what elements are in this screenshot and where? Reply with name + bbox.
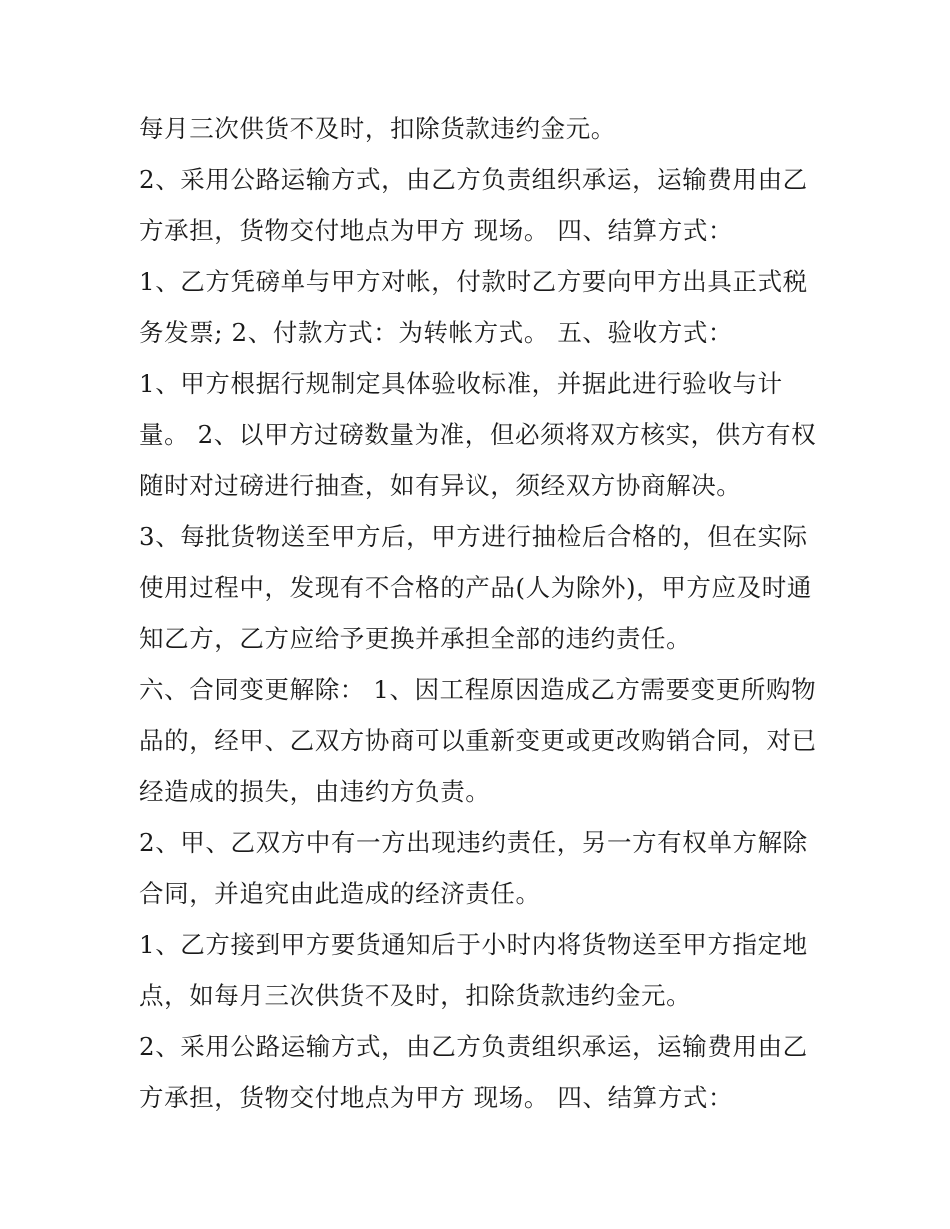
- text-line: 点，如每月三次供货不及时，扣除货款违约金元。: [139, 981, 692, 1010]
- text-line: 方承担，货物交付地点为甲方 现场。 四、结算方式：: [139, 216, 734, 245]
- text-line: 合同，并追究由此造成的经济责任。: [139, 879, 541, 908]
- text-line: 2、甲、乙双方中有一方出现违约责任，另一方有权单方解除: [139, 828, 808, 857]
- text-line: 3、每批货物送至甲方后，甲方进行抽检后合格的，但在实际: [139, 522, 808, 551]
- text-line: 1、甲方根据行规制定具体验收标准，并据此进行验收与计: [139, 369, 783, 398]
- text-line: 2、采用公路运输方式，由乙方负责组织承运，运输费用由乙: [139, 1032, 808, 1061]
- text-line: 2、采用公路运输方式，由乙方负责组织承运，运输费用由乙: [139, 165, 808, 194]
- text-line: 量。 2、以甲方过磅数量为准，但必须将双方核实，供方有权: [139, 420, 817, 449]
- text-line: 方承担，货物交付地点为甲方 现场。 四、结算方式：: [139, 1083, 734, 1112]
- text-line: 务发票; 2、付款方式：为转帐方式。 五、验收方式：: [139, 318, 734, 347]
- text-line: 1、乙方凭磅单与甲方对帐，付款时乙方要向甲方出具正式税: [139, 267, 808, 296]
- text-line: 经造成的损失，由违约方负责。: [139, 777, 491, 806]
- text-line: 1、乙方接到甲方要货通知后于小时内将货物送至甲方指定地: [139, 930, 808, 959]
- text-line: 随时对过磅进行抽查，如有异议，须经双方协商解决。: [139, 471, 742, 500]
- text-line: 使用过程中，发现有不合格的产品(人为除外)，甲方应及时通: [139, 573, 812, 602]
- document-body: [139, 103, 829, 1123]
- text-line: 六、合同变更解除： 1、因工程原因造成乙方需要变更所购物: [139, 675, 817, 704]
- text-line: 品的，经甲、乙双方协商可以重新变更或更改购销合同，对已: [139, 726, 817, 755]
- text-line: 每月三次供货不及时，扣除货款违约金元。: [139, 114, 616, 143]
- text-line: 知乙方，乙方应给予更换并承担全部的违约责任。: [139, 624, 692, 653]
